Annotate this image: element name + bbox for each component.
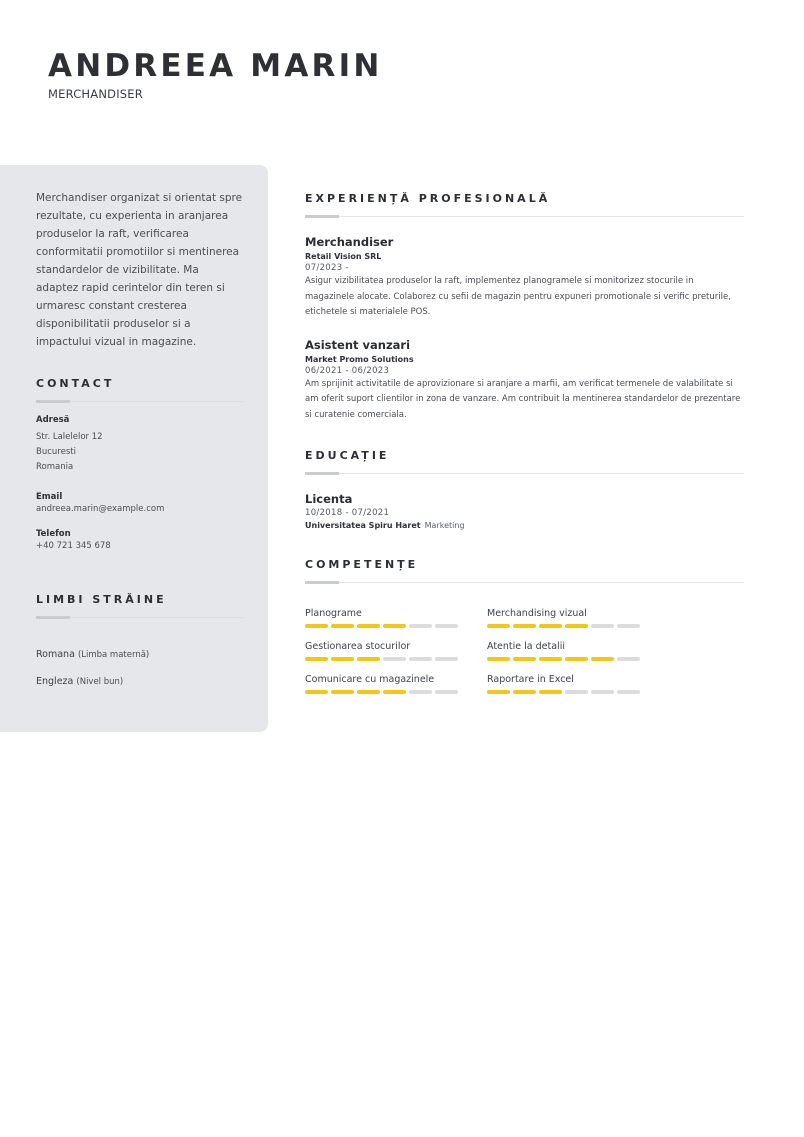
job-title: Asistent vanzari (305, 337, 411, 352)
job-dates: 07/2023 - (305, 263, 349, 273)
skill-segment-filled (539, 690, 562, 694)
language-item: Romana (Limba maternă) (36, 649, 150, 660)
sidebar (0, 165, 268, 732)
skill-level-bar (305, 624, 487, 628)
skill-segment-empty (591, 624, 614, 628)
skill-segment-filled (305, 690, 328, 694)
address-line: Bucuresti (36, 447, 76, 457)
job-entry (305, 235, 744, 321)
skill-segment-filled (565, 624, 588, 628)
skill-level-bar (487, 624, 669, 628)
experience-heading: EXPERIENȚĂ PROFESIONALĂ (305, 192, 551, 205)
skill-segment-filled (383, 624, 406, 628)
skill-segment-filled (487, 657, 510, 661)
skill-segment-filled (357, 657, 380, 661)
skill-item (487, 641, 669, 661)
school-line (305, 521, 744, 530)
address-line: Romania (36, 462, 74, 472)
skill-name: Planograme (305, 608, 362, 619)
language-item: Engleza (Nivel bun) (36, 676, 124, 687)
skill-segment-filled (331, 690, 354, 694)
skill-segment-filled (331, 657, 354, 661)
section-divider (305, 472, 744, 475)
skill-segment-filled (487, 624, 510, 628)
skill-level-bar (305, 690, 487, 694)
skill-item (305, 641, 487, 661)
address-label: Adresă (36, 415, 70, 425)
skills-section (305, 558, 744, 694)
field-of-study: Marketing (424, 521, 465, 530)
section-divider (305, 581, 744, 584)
skill-name: Gestionarea stocurilor (305, 641, 411, 652)
skills-heading: COMPETENȚE (305, 558, 419, 571)
skill-segment-empty (435, 624, 458, 628)
skill-segment-filled (539, 657, 562, 661)
job-title: Merchandiser (305, 235, 394, 249)
skill-segment-filled (305, 657, 328, 661)
skill-segment-empty (565, 690, 588, 694)
skill-item (487, 608, 669, 628)
email-value[interactable]: andreea.marin@example.com (36, 504, 165, 514)
section-divider (36, 616, 244, 619)
skill-segment-empty (383, 657, 406, 661)
skill-segment-filled (357, 690, 380, 694)
skills-grid (305, 608, 744, 694)
section-divider (305, 215, 744, 218)
degree: Licenta (305, 492, 353, 506)
job-description: Asigur vizibilitatea produselor la raft, implementez planogramele si monitorizez stocurile in magazinele alocate. Colaborez cu sefii de magazin pentru expuneri promotionale si verific preturile, etichetele si materialele POS. (305, 276, 731, 317)
school-name: Universitatea Spiru Haret (305, 521, 421, 530)
candidate-title: MERCHANDISER (48, 87, 143, 101)
skill-segment-empty (591, 690, 614, 694)
experience-section (305, 192, 744, 423)
skill-segment-empty (617, 624, 640, 628)
contact-heading: CONTACT (36, 377, 115, 390)
company-name: Market Promo Solutions (305, 354, 414, 364)
phone-value: +40 721 345 678 (36, 541, 111, 551)
candidate-name: ANDREEA MARIN (48, 48, 383, 84)
company-name: Retail Vision SRL (305, 252, 382, 261)
skill-segment-empty (617, 657, 640, 661)
skill-name: Merchandising vizual (487, 608, 587, 619)
skill-name: Atentie la detalii (487, 641, 565, 652)
skill-segment-filled (513, 690, 536, 694)
skill-segment-empty (435, 657, 458, 661)
email-label: Email (36, 492, 63, 502)
skill-item (305, 608, 487, 628)
skill-segment-filled (331, 624, 354, 628)
skill-segment-filled (565, 657, 588, 661)
skill-segment-empty (435, 690, 458, 694)
skill-segment-empty (409, 690, 432, 694)
skill-level-bar (305, 657, 487, 661)
skill-segment-filled (383, 690, 406, 694)
education-dates: 10/2018 - 07/2021 (305, 508, 390, 518)
skill-name: Raportare in Excel (487, 674, 574, 685)
skill-item (487, 674, 669, 694)
skill-level-bar (487, 657, 669, 661)
skill-segment-filled (513, 624, 536, 628)
job-dates: 06/2021 - 06/2023 (305, 365, 390, 376)
section-divider (36, 400, 244, 403)
skill-segment-empty (409, 624, 432, 628)
skill-name: Comunicare cu magazinele (305, 674, 435, 685)
languages-section (36, 593, 244, 687)
job-description: Am sprijinit activitatile de aprovizionare si aranjare a marfii, am verificat termenele de valabilitate si am oferit suport clientilor in zona de vanzare. Am contribuit la mentinerea standardelor de prezentare si curatenie comerciala. (305, 378, 741, 420)
skill-item (305, 674, 487, 694)
skill-segment-filled (539, 624, 562, 628)
education-heading: EDUCAȚIE (305, 449, 390, 462)
main-content (305, 192, 744, 694)
contact-section (36, 377, 244, 554)
phone-label: Telefon (36, 529, 71, 539)
skill-segment-filled (513, 657, 536, 661)
address-line: Str. Lalelelor 12 (36, 432, 103, 442)
education-entry (305, 492, 744, 530)
education-section (305, 449, 744, 530)
skill-segment-filled (305, 624, 328, 628)
skill-segment-filled (357, 624, 380, 628)
resume-header (48, 48, 382, 101)
skill-segment-empty (617, 690, 640, 694)
skill-segment-empty (409, 657, 432, 661)
profile-summary: Merchandiser organizat si orientat spre rezultate, cu experienta in aranjarea produselor la raft, verificarea conformitatii promotiilor si mentinerea standardelor de vizibilitate. Ma adaptez rapid cerintelor din teren si urmaresc constant cresterea disponibilitatii produselor si a impactului vizual in magazine. (36, 192, 243, 348)
job-entry (305, 338, 744, 424)
skill-segment-filled (591, 657, 614, 661)
languages-heading: LIMBI STRĂINE (36, 593, 167, 606)
skill-segment-filled (487, 690, 510, 694)
skill-level-bar (487, 690, 669, 694)
